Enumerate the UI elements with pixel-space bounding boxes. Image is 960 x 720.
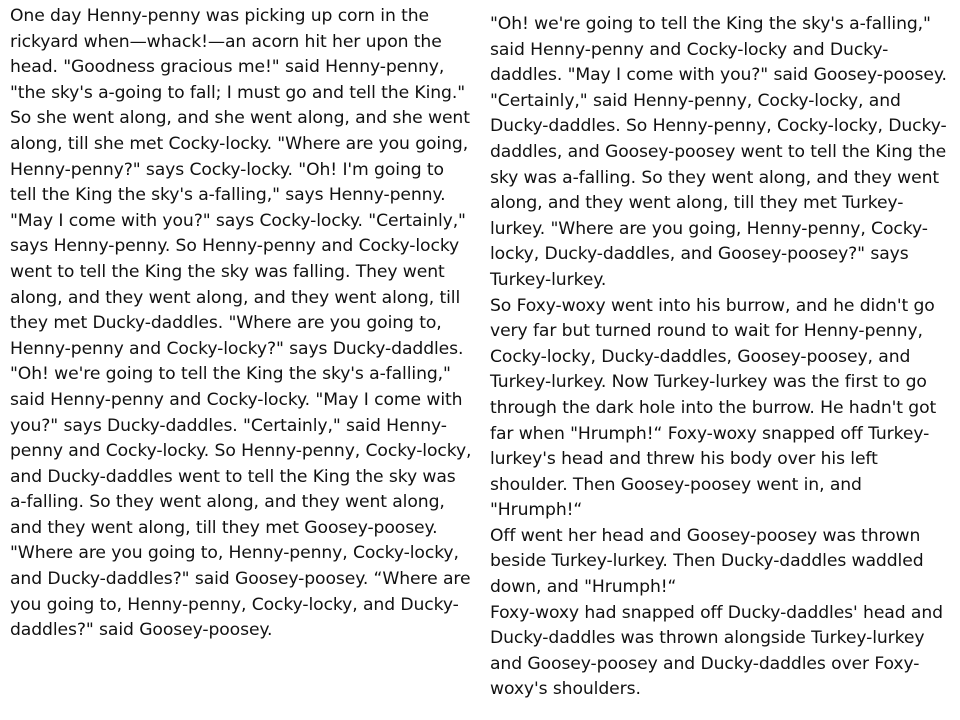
paragraph-acorn-falls: One day Henny-penny was picking up corn in the rickyard when—whack!—an acorn hit her upon the head. "Goodness gracious me!" said Henny-penny, "the sky's a-going to fall; I must go and tell the King." [10, 6, 466, 103]
right-text-column [490, 12, 952, 703]
left-text-column [10, 4, 472, 644]
paragraph-ducky-thrown: Foxy-woxy had snapped off Ducky-daddles' head and Ducky-daddles was thrown alongside Turkey-lurkey and Goosey-poosey and Ducky-daddles over Foxy-woxy's shoulders. [490, 602, 943, 700]
paragraph-goosey-joins: "Oh! we're going to tell the King the sky's a-falling," said Henny-penny and Cocky-locky and Ducky-daddles. "May I come with you?" said Goosey-poosey. "Certainly," said Henny-penny, Cocky-locky, and Ducky-daddles. So Henny-penny, Cocky-locky, Ducky-daddles, and Goosey-poosey went to tell the King the sky was a-falling. So they went along, and they went along, and they went along, till they met Turkey-lurkey. "Where are you going, Henny-penny, Cocky-locky, Ducky-daddles, and Goosey-poosey?" says Turkey-lurkey. [490, 14, 947, 290]
paragraph-meeting-friends: So she went along, and she went along, and she went along, till she met Cocky-locky. "Where are you going, Henny-penny?" says Cocky-locky. "Oh! I'm going to tell the King the sky's a-falling," says Henny-penny. "May I come with you?" says Cocky-locky. "Certainly," says Henny-penny. So Henny-penny and Cocky-locky went to tell the King the sky was falling. They went along, and they went along, and they went along, till they met Ducky-daddles. "Where are you going to, Henny-penny and Cocky-locky?" says Ducky-daddles. "Oh! we're going to tell the King the sky's a-falling," said Henny-penny and Cocky-locky. "May I come with you?" says Ducky-daddles. "Certainly," said Henny-penny and Cocky-locky. So Henny-penny, Cocky-locky, and Ducky-daddles went to tell the King the sky was a-falling. So they went along, and they went along, and they went along, till they met Goosey-poosey. "Where are you going to, Henny-penny, Cocky-locky, and Ducky-daddles?" said Goosey-poosey. “Where are you going to, Henny-penny, Cocky-locky, and Ducky-daddles?" said Goosey-poosey. [10, 108, 472, 641]
paragraph-goosey-thrown: Off went her head and Goosey-poosey was thrown beside Turkey-lurkey. Then Ducky-daddles waddled down, and "Hrumph!“ [490, 525, 924, 598]
paragraph-foxy-burrow: So Foxy-woxy went into his burrow, and he didn't go very far but turned round to wait for Henny-penny, Cocky-locky, Ducky-daddles, Goosey-poosey, and Turkey-lurkey. Now Turkey-lurkey was the first to go through the dark hole into the burrow. He hadn't got far when "Hrumph!“ Foxy-woxy snapped off Turkey-lurkey's head and threw his body over his left shoulder. Then Goosey-poosey went in, and "Hrumph!“ [490, 295, 937, 521]
